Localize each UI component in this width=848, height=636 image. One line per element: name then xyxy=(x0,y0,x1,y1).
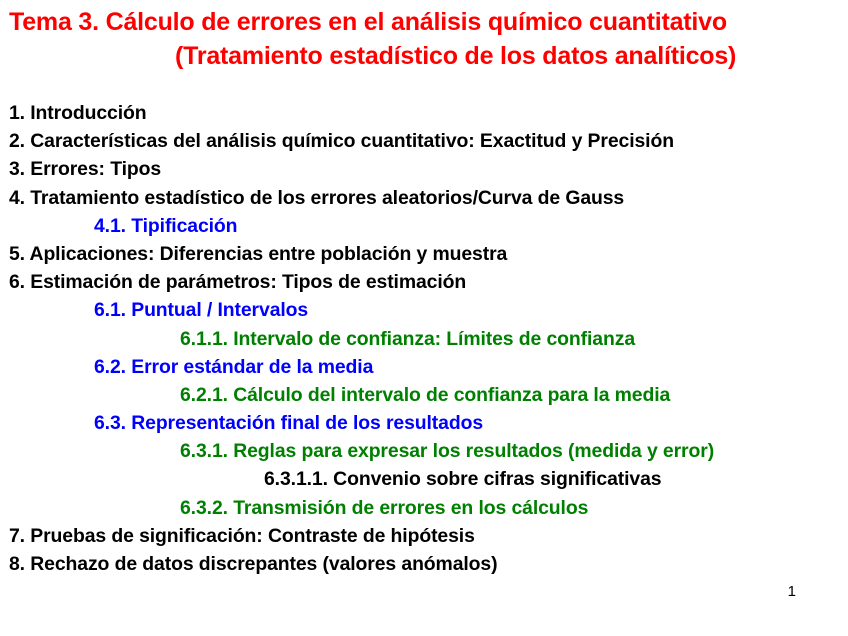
outline-item-level-1: 6.2. Error estándar de la media xyxy=(94,355,374,378)
outline-item-level-2: 6.2.1. Cálculo del intervalo de confianza para la media xyxy=(180,383,671,406)
outline-item-level-0: 2. Características del análisis químico cuantitativo: Exactitud y Precisión xyxy=(9,130,674,153)
outline-item-level-1: 6.3. Representación final de los resultados xyxy=(94,412,484,435)
outline-item-level-1: 4.1. Tipificación xyxy=(94,214,238,237)
outline-item-level-2: 6.3.1. Reglas para expresar los resultados (medida y error) xyxy=(180,440,715,463)
outline-item-level-1: 6.1. Puntual / Intervalos xyxy=(94,299,309,322)
outline-item-level-0: 7. Pruebas de significación: Contraste de hipótesis xyxy=(9,524,475,547)
outline-item-level-3: 6.3.1.1. Convenio sobre cifras significativas xyxy=(264,468,662,491)
outline-item-level-0: 1. Introducción xyxy=(9,102,147,124)
table-of-contents xyxy=(0,99,714,578)
slide-title-line-2: (Tratamiento estadístico de los datos analíticos) xyxy=(175,42,737,70)
outline-item-level-0: 5. Aplicaciones: Diferencias entre población y muestra xyxy=(9,242,508,265)
outline-item-level-0: 8. Rechazo de datos discrepantes (valores anómalos) xyxy=(9,553,498,575)
outline-item-level-2: 6.1.1. Intervalo de confianza: Límites de confianza xyxy=(180,327,636,350)
outline-item-level-0: 3. Errores: Tipos xyxy=(9,158,162,181)
outline-item-level-0: 4. Tratamiento estadístico de los errores aleatorios/Curva de Gauss xyxy=(9,186,625,209)
slide-title-line-1: Tema 3. Cálculo de errores en el análisis químico cuantitativo xyxy=(9,8,727,36)
outline-item-level-2: 6.3.2. Transmisión de errores en los cálculos xyxy=(180,496,589,519)
outline-item-level-0: 6. Estimación de parámetros: Tipos de estimación xyxy=(9,271,467,294)
page-number: 1 xyxy=(787,583,796,600)
